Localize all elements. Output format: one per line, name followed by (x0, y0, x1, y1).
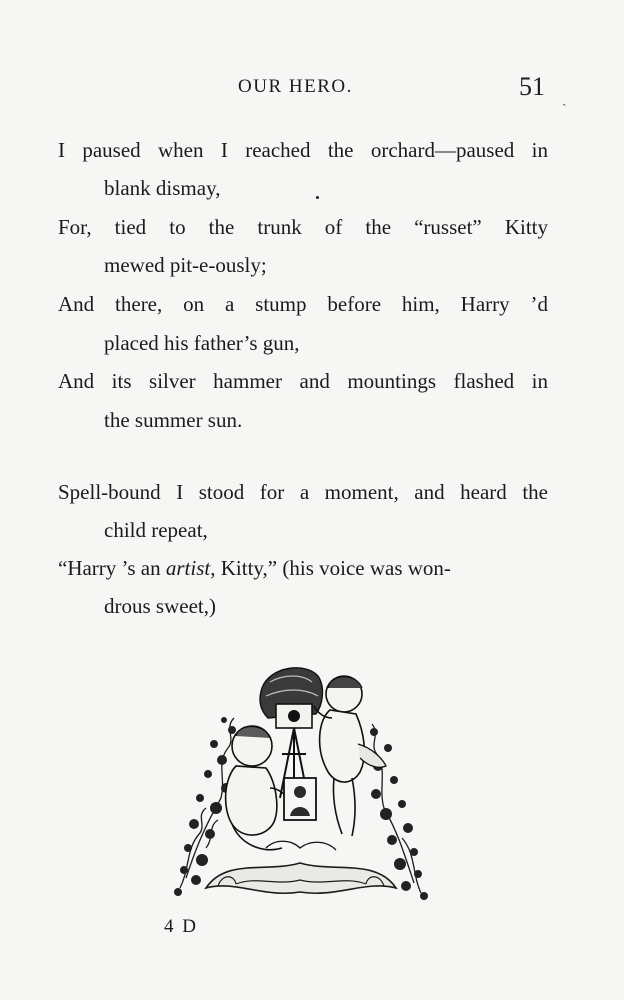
printer-signature: 4 D (164, 916, 198, 937)
stray-dot (316, 196, 319, 199)
page-number: 51 (519, 72, 545, 101)
cherubs-camera-vignette (166, 648, 434, 910)
verse-line: blank dismay, (104, 176, 221, 200)
verse-line: I paused when I reached the orchard—paused in (58, 138, 548, 162)
verse-text: , Kitty,” (his voice was won- (210, 556, 451, 580)
verse-line-mixed (58, 558, 550, 579)
verse-line: And there, on a stump before him, Harry ’d (58, 292, 548, 316)
running-head (0, 72, 624, 107)
verse-line: child repeat, (104, 518, 208, 542)
verse-text: “Harry ’s an (58, 556, 166, 580)
verse-line: For, tied to the trunk of the “russet” Kitty (58, 215, 548, 239)
stray-print-mark: ˎ (562, 92, 567, 107)
verse-line: mewed pit-e-ously; (104, 253, 267, 277)
verse-line: placed his father’s gun, (104, 331, 300, 355)
running-title: OUR HERO. (238, 76, 353, 97)
verse-line: drous sweet,) (104, 594, 216, 618)
verse-line: the summer sun. (104, 408, 243, 432)
verse-line: Spell-bound I stood for a moment, and heard the (58, 480, 548, 504)
emphasis-word: artist (165, 556, 211, 580)
verse-line: And its silver hammer and mountings flashed in (58, 369, 548, 393)
verse-fragment (58, 558, 451, 579)
